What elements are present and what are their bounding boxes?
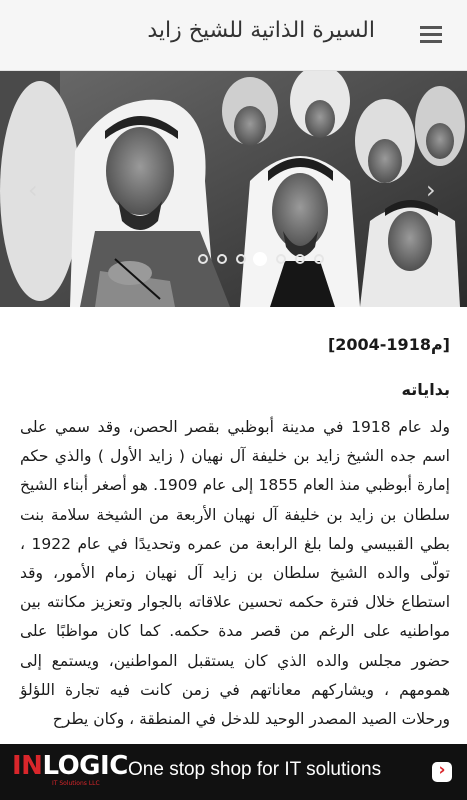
ad-tagline: One stop shop for IT solutions [128, 759, 382, 780]
slider-dot-active[interactable] [253, 252, 267, 266]
ad-banner[interactable] [0, 744, 467, 800]
slide-photo [0, 71, 467, 307]
page-title: السيرة الذاتية للشيخ زايد [147, 18, 375, 43]
slider-dot[interactable] [295, 254, 305, 264]
ad-go-arrow-icon[interactable]: › [432, 762, 452, 782]
article-date: [م1918-2004] [327, 335, 450, 354]
slider-prev-arrow-icon[interactable]: ‹ [28, 176, 38, 204]
slider-dot[interactable] [276, 254, 286, 264]
inlogic-logo: INLOGIC IT Solutions LLC [12, 751, 128, 787]
menu-line [420, 40, 442, 43]
app-bar [0, 0, 467, 71]
slider-next-arrow-icon[interactable]: › [426, 176, 436, 204]
article-heading: بداياته [401, 380, 450, 399]
menu-line [420, 26, 442, 29]
menu-line [420, 33, 442, 36]
article-content [20, 320, 450, 734]
article-body: ولد عام 1918 في مدينة أبوظبي بقصر الحصن، وقد سمي على اسم جده الشيخ زايد بن خليفة آل نهيان ( زايد الأول ) والذي حكم إمارة أبوظبي منذ العام 1855 إلى عام 1909. هو أصغر أبناء الشيخ سلطان بن زايد بن خليفة آل نهيان الأربعة من الشيخة سلامة بنت بطي القبيسي ولما بلغ الرابعة من عمره وتحديدًا في عام 1922 ، تولّى والده الشيخ سلطان بن زايد آل نهيان زمام الأمور، وقد استطاع خلال فترة حكمه تحسين علاقاته بالجوار وتعزيز مكانته بين مواطنيه على الرغم من قصر مدة حكمه. كما كان مواظبًا على حضور مجلس والده الذي كان يستقبل المواطنين، ويستمع إلى همومهم ، ويشاركهم معاناتهم في زمن كانت فيه تجارة اللؤلؤ ورحلات الصيد المصدر الوحيد للدخل في المنطقة ، وكان يطرح [20, 418, 450, 729]
slider-dot[interactable] [217, 254, 227, 264]
slider-dot[interactable] [314, 254, 324, 264]
hamburger-menu-icon[interactable] [420, 26, 442, 44]
slider-dot[interactable] [236, 254, 246, 264]
slider-dot[interactable] [198, 254, 208, 264]
image-slider[interactable] [0, 71, 467, 307]
